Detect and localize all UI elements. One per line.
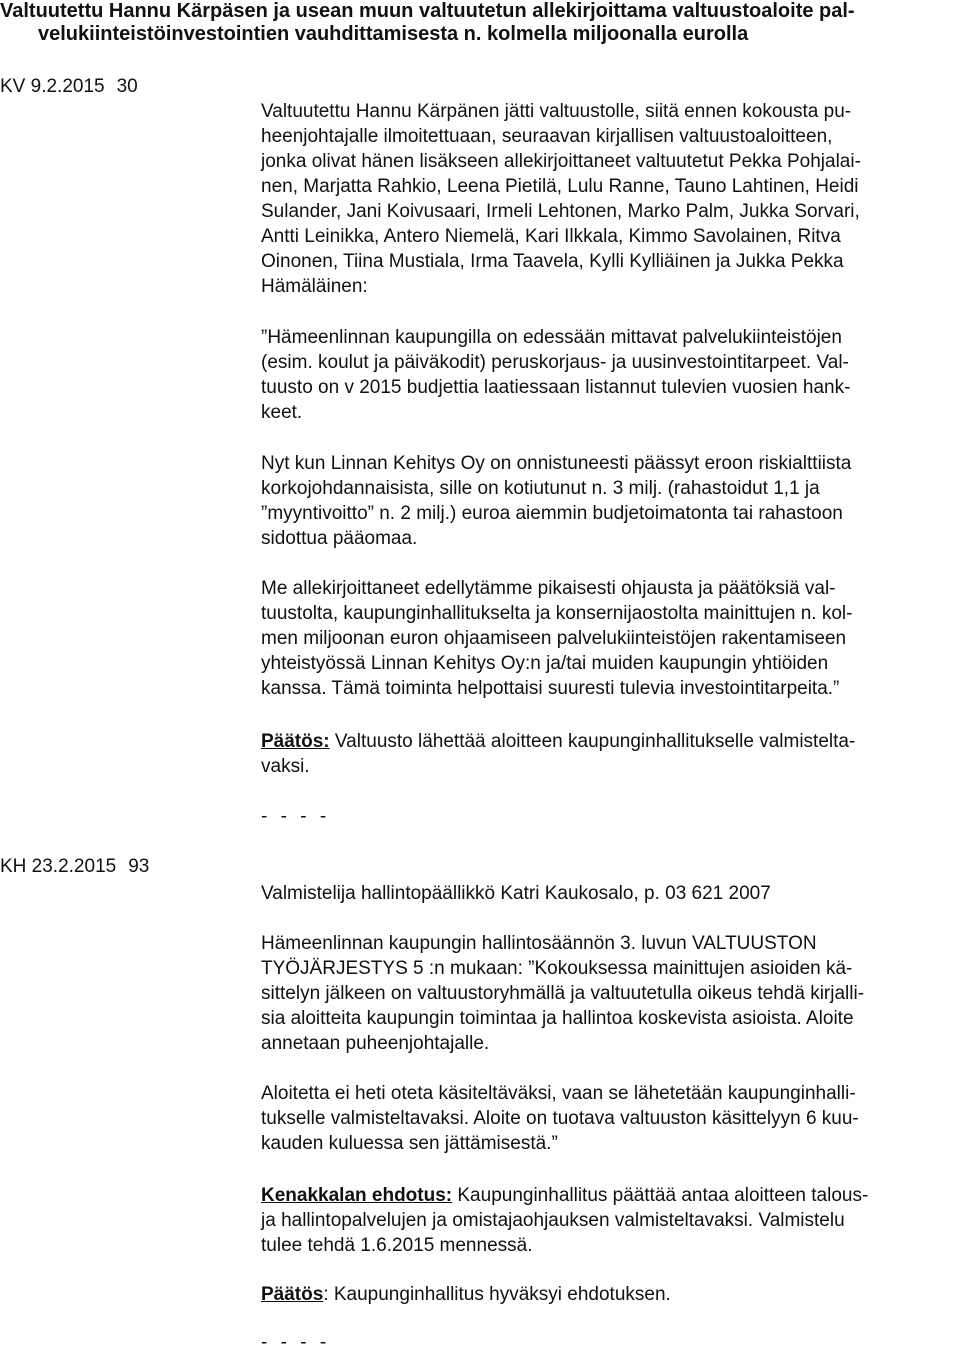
quote1-line: keet. [261, 402, 303, 423]
quote3-line: kanssa. Tämä toiminta helpottaisi suuresti tulevia investointitarpeita.” [261, 678, 840, 699]
quote1-line: tuusto on v 2015 budjettia laatiessaan listannut tulevien vuosien hank- [261, 377, 851, 398]
decision-1 [261, 729, 960, 779]
rules2-line: tukselle valmisteltavaksi. Aloite on tuotava valtuuston käsittelyyn 6 kuu- [261, 1108, 859, 1129]
separator-1: - - - - [261, 806, 331, 827]
intro-line: Oinonen, Tiina Mustiala, Irma Taavela, Kylli Kylliäinen ja Jukka Pekka [261, 251, 844, 272]
quote2-line: sidottua pääomaa. [261, 528, 418, 549]
decision-2 [261, 1282, 960, 1307]
title-line-2: velukiinteistöinvestointien vauhdittamisesta n. kolmella miljoonalla eurolla [38, 23, 749, 45]
kh-date: KH 23.2.2015 [0, 856, 117, 877]
rules-line: sia aloitteita kaupungin toimintaa ja hallintoa koskevista asioista. Aloite [261, 1008, 854, 1029]
intro-line: Hämäläinen: [261, 276, 368, 297]
intro-line: Valtuutettu Hannu Kärpänen jätti valtuustolle, siitä ennen kokousta pu- [261, 101, 852, 122]
rules2-line: Aloitetta ei heti oteta käsiteltäväksi, vaan se lähetetään kaupunginhalli- [261, 1083, 856, 1104]
paragraph-quote-2 [261, 451, 960, 551]
kh-meeting-ref [0, 856, 149, 878]
intro-line: jonka olivat hänen lisäkseen allekirjoittaneet valtuutetut Pekka Pohjalai- [261, 151, 861, 172]
paragraph-quote-3 [261, 576, 960, 701]
decision-2-label: Päätös [261, 1284, 324, 1305]
quote3-line: tuustolta, kaupunginhallitukselta ja konsernijaostolta mainittujen n. kol- [261, 603, 853, 624]
paragraph-rules-2 [261, 1081, 960, 1156]
quote2-line: Nyt kun Linnan Kehitys Oy on onnistuneesti päässyt eroon riskialttiista [261, 453, 852, 474]
separator-2: - - - - [261, 1332, 331, 1353]
decision-1-text-line-1: Valtuusto lähettää aloitteen kaupunginhallitukselle valmisteltа- [329, 731, 856, 752]
preparer-line: Valmistelija hallintopäällikkö Katri Kaukosalo, p. 03 621 2007 [261, 883, 771, 904]
proposal [261, 1183, 960, 1258]
quote2-line: korkojohdannaisista, sille on kotiutunut n. 3 milj. (rahastoidut 1,1 ja [261, 478, 820, 499]
intro-line: Antti Leinikka, Antero Niemelä, Kari Ilkkala, Kimmo Savolainen, Ritva [261, 226, 841, 247]
proposal-text-line-2: ja hallintopalvelujen ja omistajaohjauksen valmisteltavaksi. Valmistelu [261, 1210, 845, 1231]
kv-section-number: 30 [116, 76, 138, 97]
title-line-1: Valtuutettu Hannu Kärpäsen ja usean muun valtuutetun allekirjoittama valtuustoaloite pal- [0, 0, 855, 22]
intro-line: heenjohtajalle ilmoitettuaan, seuraavan kirjallisen valtuustoaloitteen, [261, 126, 833, 147]
kv-date: KV 9.2.2015 [0, 76, 105, 97]
rules-line: TYÖJÄRJESTYS 5 :n mukaan: ”Kokouksessa mainittujen asioiden kä- [261, 958, 853, 979]
quote3-line: Me allekirjoittaneet edellytämme pikaisesti ohjausta ja päätöksiä val- [261, 578, 836, 599]
paragraph-quote-1 [261, 325, 960, 425]
kh-section-number: 93 [128, 856, 150, 877]
rules-line: annetaan puheenjohtajalle. [261, 1033, 490, 1054]
decision-1-text-line-2: vaksi. [261, 756, 310, 777]
intro-line: Sulander, Jani Koivusaari, Irmeli Lehtonen, Marko Palm, Jukka Sorvari, [261, 201, 860, 222]
proposal-label: Kenakkalan ehdotus: [261, 1185, 453, 1206]
quote3-line: men miljoonan euron ohjaamiseen palvelukiinteistöjen rakentamiseen [261, 628, 847, 649]
document-title [0, 0, 960, 46]
paragraph-rules [261, 931, 960, 1056]
decision-2-text: : Kaupunginhallitus hyväksyi ehdotuksen. [323, 1284, 671, 1305]
proposal-text-line-1: Kaupunginhallitus päättää antaa aloitteen talous- [452, 1185, 869, 1206]
quote1-line: ”Hämeenlinnan kaupungilla on edessään mittavat palvelukiinteistöjen [261, 327, 842, 348]
kv-meeting-ref [0, 76, 138, 98]
quote1-line: (esim. koulut ja päiväkodit) peruskorjaus- ja uusinvestointitarpeet. Val- [261, 352, 849, 373]
paragraph-intro [261, 99, 960, 299]
quote2-line: ”myyntivoitto” n. 2 milj.) euroa aiemmin budjetoimatonta tai rahastoon [261, 503, 843, 524]
intro-line: nen, Marjatta Rahkio, Leena Pietilä, Lulu Ranne, Tauno Lahtinen, Heidi [261, 176, 859, 197]
proposal-text-line-3: tulee tehdä 1.6.2015 mennessä. [261, 1235, 533, 1256]
quote3-line: yhteistyössä Linnan Kehitys Oy:n ja/tai muiden kaupungin yhtiöiden [261, 653, 829, 674]
rules-line: sittelyn jälkeen on valtuustoryhmällä ja valtuutetulla oikeus tehdä kirjalli- [261, 983, 865, 1004]
rules2-line: kauden kuluessa sen jättämisestä.” [261, 1133, 558, 1154]
decision-1-label: Päätös: [261, 731, 330, 752]
rules-line: Hämeenlinnan kaupungin hallintosäännön 3. luvun VALTUUSTON [261, 933, 817, 954]
